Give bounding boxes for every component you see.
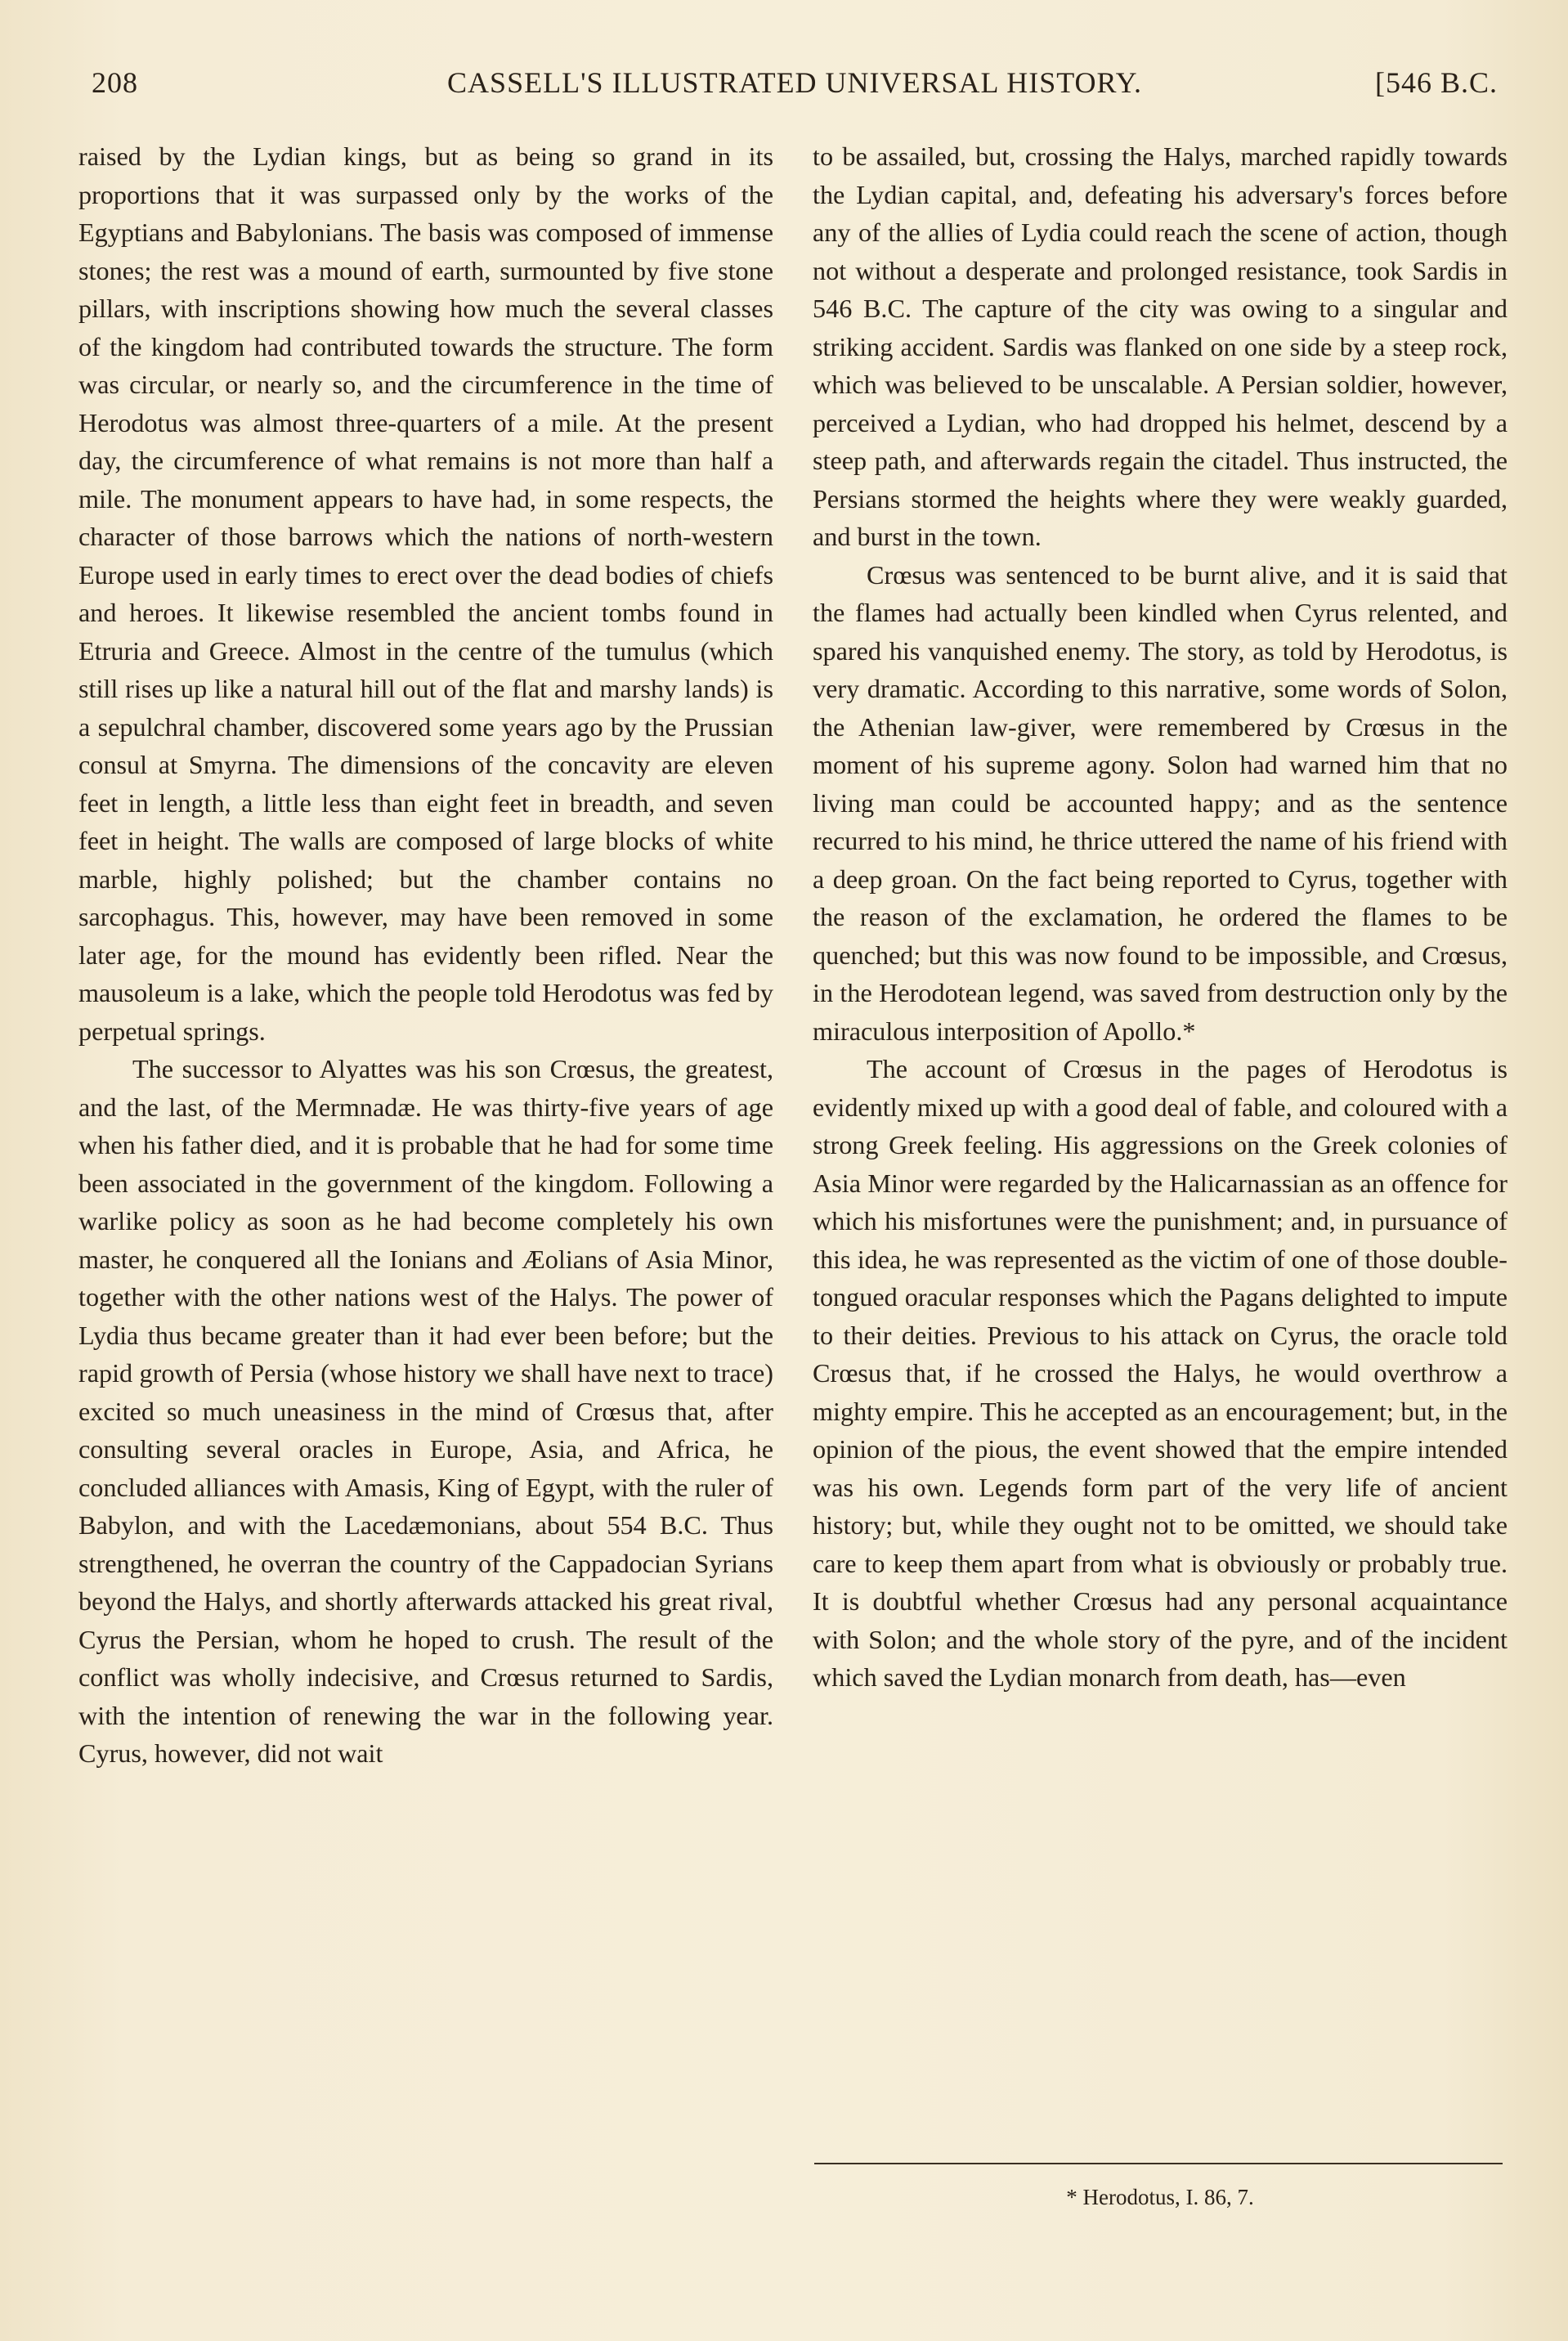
right-paragraph-3: The account of Crœsus in the pages of Herodotus is evidently mixed up with a good deal of fable, and coloured with a strong Greek feeling. His aggressions on the Greek colonies of Asia Minor were regarded by the Halicarnassian as an offence for which his misfortunes were the punishment; and, in pursuance of this idea, he was represented as the victim of one of those doubletongued oracular responses which the Pagans delighted to impute to their deities. Previous to his attack on Cyrus, the oracle told Crœsus that, if he crossed the Halys, he would overthrow a mighty empire. This he accepted as an encouragement; but, in the opinion of the pious, the event showed that the empire intended was his own. Legends form part of the very life of ancient history; but, while they ought not to be omitted, we should take care to keep them apart from what is obviously or probably true. It is doubtful whether Crœsus had any personal acquaintance with Solon; and the whole story of the pyre, and of the incident which saved the Lydian monarch from death, has—even bbox=[813, 1054, 1508, 1692]
left-paragraph-1: raised by the Lydian kings, but as being so grand in its proportions that it was surpassed only by the works of the Egyptians and Babylonians. The basis was composed of immense stones; the rest was a mound of earth, surmounted by five stone pillars, with inscriptions showing how much the several classes of the kingdom had contributed towards the structure. The form was circular, or nearly so, and the circumference in the time of Herodotus was almost three-quarters of a mile. At the present day, the circumference of what remains is not more than half a mile. The monument appears to have had, in some respects, the character of those barrows which the nations of north-western Europe used in early times to erect over the dead bodies of chiefs and heroes. It likewise resembled the ancient tombs found in Etruria and Greece. Almost in the centre of the tumulus (which still rises up like a natural hill out of the flat and marshy lands) is a sepulchral chamber, discovered some years ago by the Prussian consul at Smyrna. The dimensions of the concavity are eleven feet in length, a little less than eight feet in breadth, and seven feet in height. The walls are composed of large blocks of white marble, highly polished; but the chamber contains no sarcophagus. This, however, may have been removed in some later age, for the mound has evidently been rifled. Near the mausoleum is a lake, which the people told Herodotus was fed by perpetual springs. bbox=[78, 141, 773, 1046]
footnote-divider bbox=[814, 2163, 1503, 2164]
right-column bbox=[813, 137, 1508, 1697]
running-title: CASSELL'S ILLUSTRATED UNIVERSAL HISTORY. bbox=[447, 66, 1142, 99]
left-column bbox=[78, 137, 773, 1773]
footnote: * Herodotus, I. 86, 7. bbox=[1066, 2185, 1254, 2209]
running-header bbox=[92, 65, 1498, 114]
right-paragraph-1: to be assailed, but, crossing the Halys, marched rapidly towards the Lydian capital, and, defeating his adversary's forces before any of the allies of Lydia could reach the scene of action, though not without a desperate and prolonged resistance, took Sardis in 546 B.C. The capture of the city was owing to a singular and striking accident. Sardis was flanked on one side by a steep rock, which was believed to be unscalable. A Persian soldier, however, perceived a Lydian, who had dropped his helmet, descend by a steep path, and afterwards regain the citadel. Thus instructed, the Persians stormed the heights where they were weakly guarded, and burst in the town. bbox=[813, 141, 1508, 551]
left-paragraph-2: The successor to Alyattes was his son Crœsus, the greatest, and the last, of the Mermnadæ. He was thirty-five years of age when his father died, and it is probable that he had for some time been associated in the government of the kingdom. Following a warlike policy as soon as he had become completely his own master, he conquered all the Ionians and Æolians of Asia Minor, together with the other nations west of the Halys. The power of Lydia thus became greater than it had ever been before; but the rapid growth of Persia (whose history we shall have next to trace) excited so much uneasiness in the mind of Crœsus that, after consulting several oracles in Europe, Asia, and Africa, he concluded alliances with Amasis, King of Egypt, with the ruler of Babylon, and with the Lacedæmonians, about 554 B.C. Thus strengthened, he overran the country of the Cappadocian Syrians beyond the Halys, and shortly afterwards attacked his great rival, Cyrus the Persian, whom he hoped to crush. The result of the conflict was wholly indecisive, and Crœsus returned to Sardis, with the intention of renewing the war in the following year. Cyrus, however, did not wait bbox=[78, 1054, 773, 1768]
page-number: 208 bbox=[92, 66, 138, 99]
right-paragraph-2: Crœsus was sentenced to be burnt alive, and it is said that the flames had actually been kindled when Cyrus relented, and spared his vanquished enemy. The story, as told by Herodotus, is very dramatic. According to this narrative, some words of Solon, the Athenian law-giver, were remembered by Crœsus in the moment of his supreme agony. Solon had warned him that no living man could be accounted happy; and as the sentence recurred to his mind, he thrice uttered the name of his friend with a deep groan. On the fact being reported to Cyrus, together with the reason of the exclamation, he ordered the flames to be quenched; but this was now found to be impossible, and Crœsus, in the Herodotean legend, was saved from destruction only by the miraculous interposition of Apollo.* bbox=[813, 559, 1508, 1046]
date-marker: [546 B.C. bbox=[1374, 66, 1498, 99]
